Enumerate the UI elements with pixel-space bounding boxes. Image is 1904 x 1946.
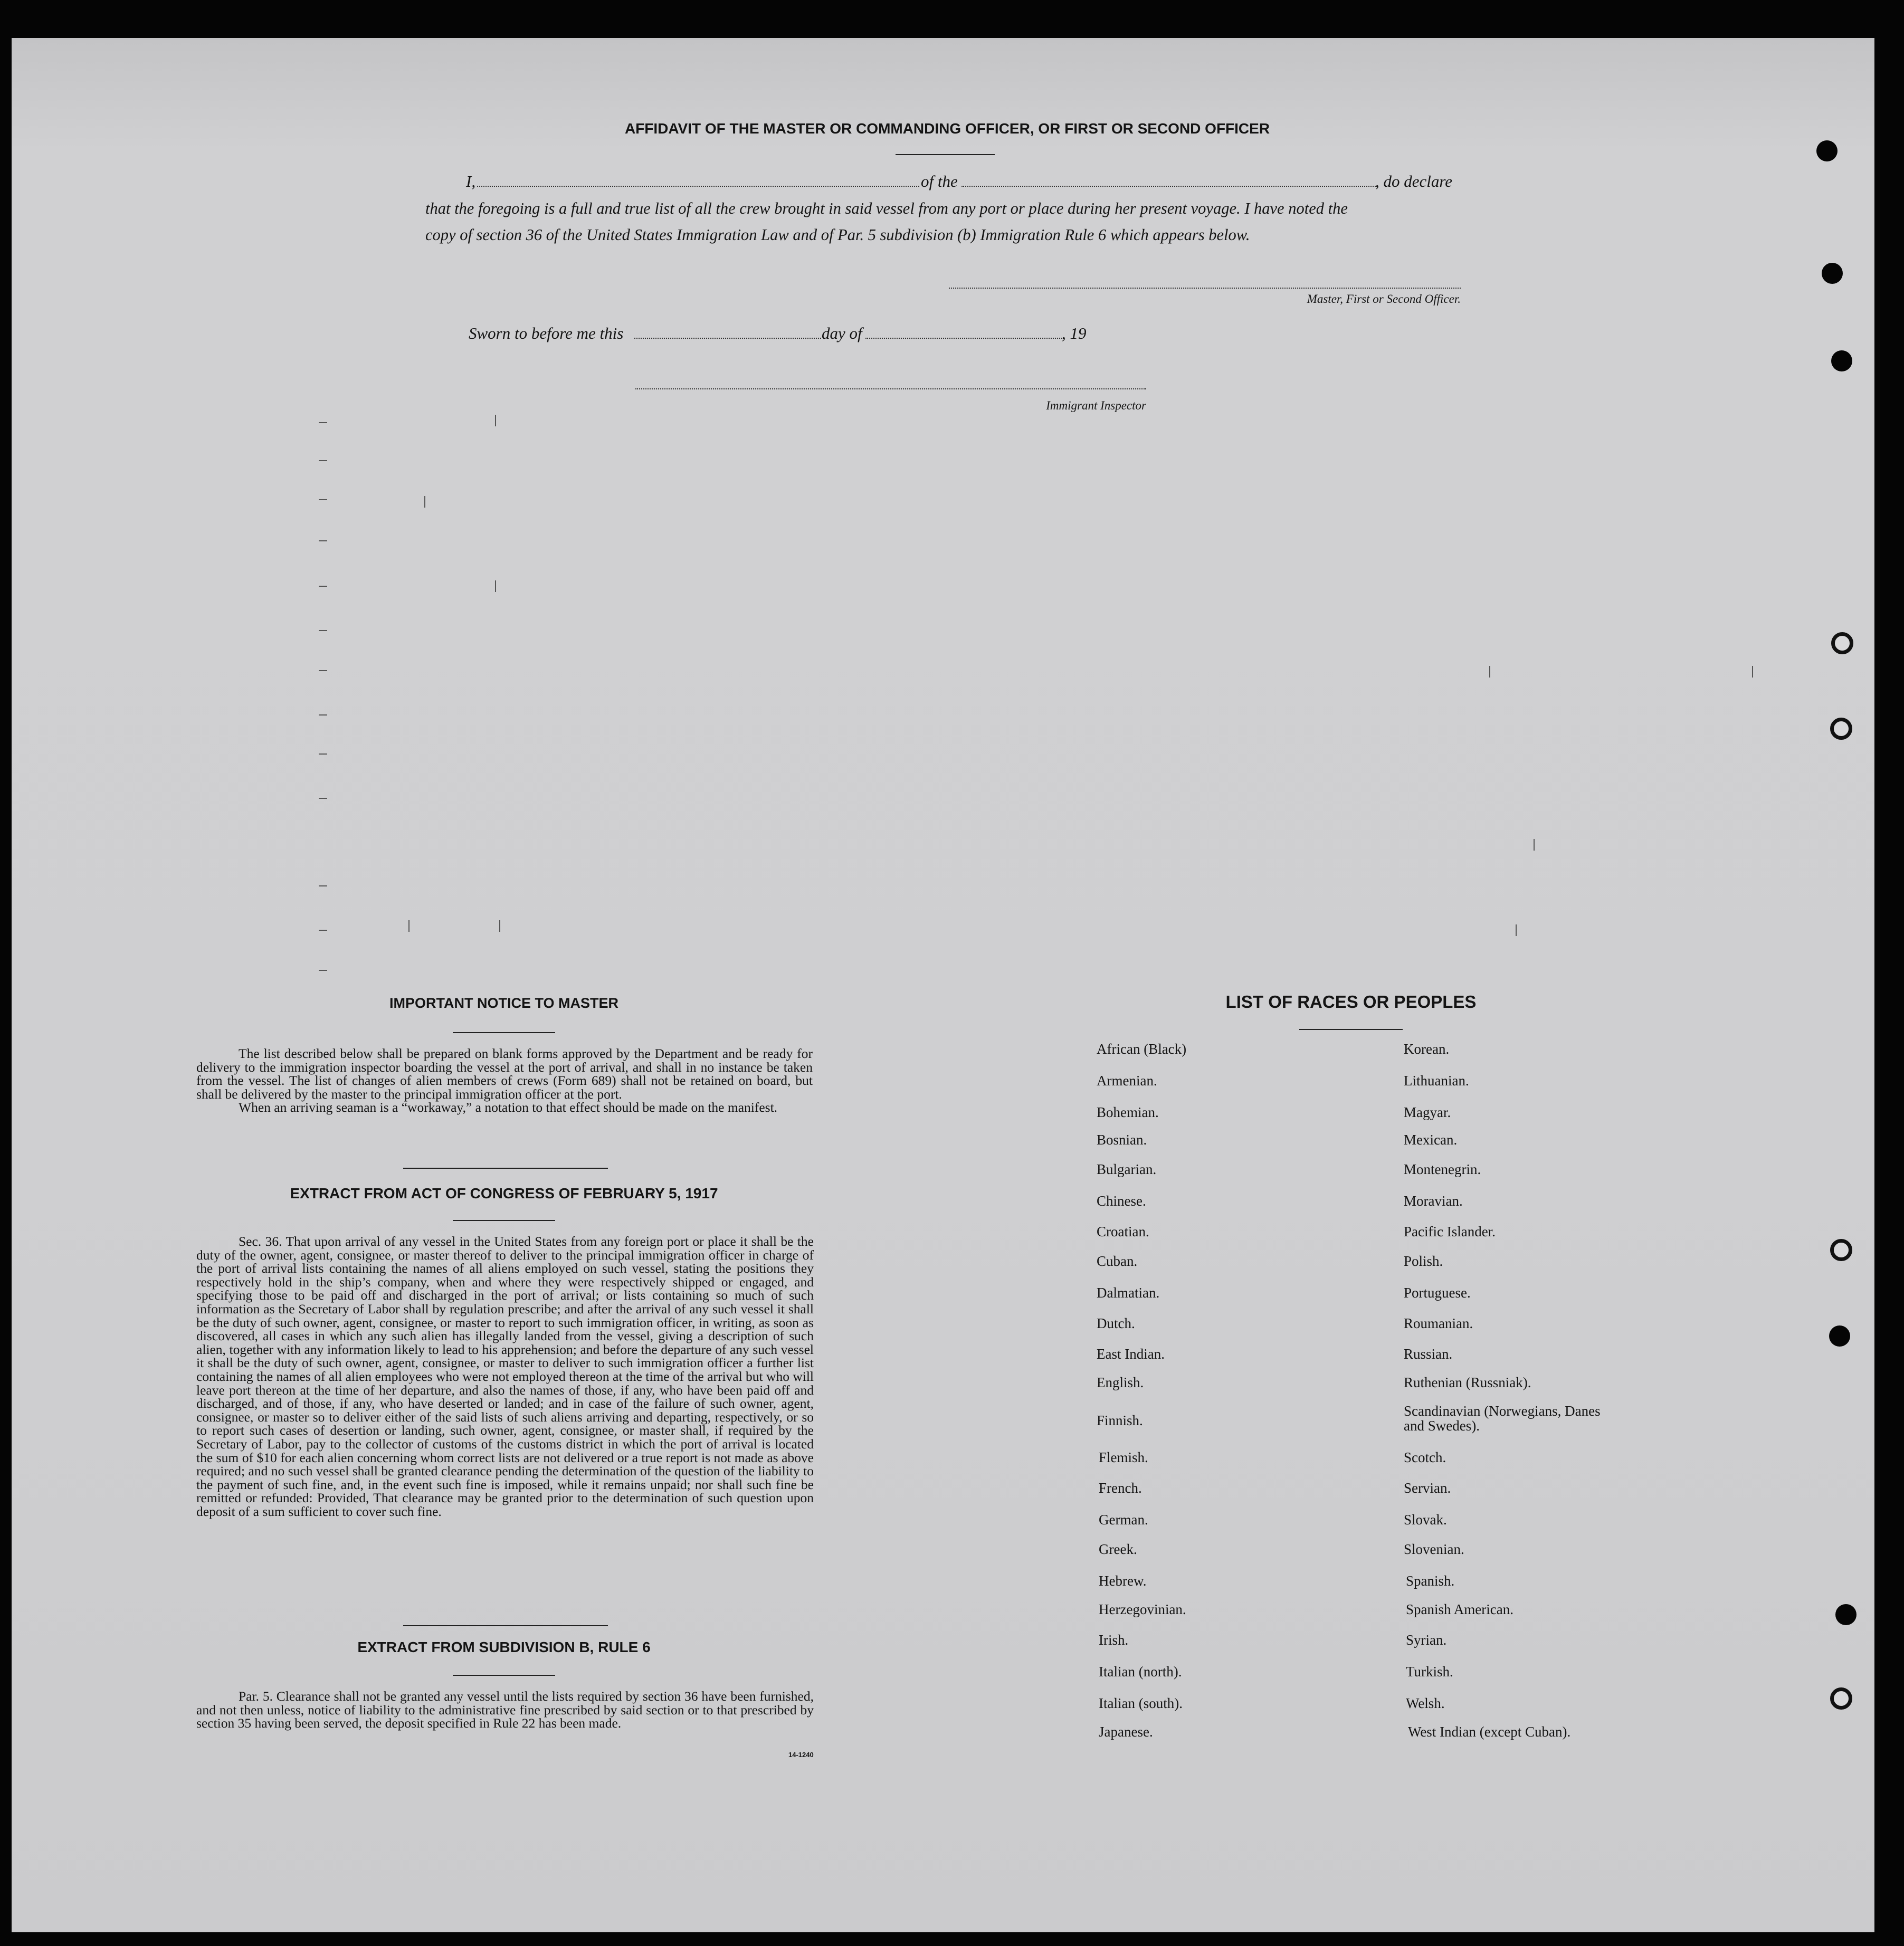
race-item: Spanish. [1406, 1573, 1455, 1589]
race-item: Turkish. [1406, 1664, 1453, 1680]
binder-hole [1822, 263, 1843, 284]
race-item: Bohemian. [1097, 1104, 1159, 1120]
race-item: Lithuanian. [1404, 1073, 1469, 1089]
race-item: Slovak. [1404, 1512, 1447, 1528]
binder-hole [1831, 632, 1853, 654]
faint-mark [319, 930, 327, 931]
rule-extract-title: EXTRACT FROM SUBDIVISION B, RULE 6 [357, 1639, 651, 1655]
affidavit-title: AFFIDAVIT OF THE MASTER OR COMMANDING OFFICER, OR FIRST OR SECOND OFFICER [624, 120, 1270, 137]
inspector-signature-line[interactable] [635, 388, 1146, 389]
race-item: Portuguese. [1404, 1285, 1471, 1301]
notice-title: IMPORTANT NOTICE TO MASTER [389, 995, 618, 1011]
binder-hole [1835, 1604, 1857, 1625]
faint-mark [319, 422, 327, 423]
race-item: Herzegovinian. [1099, 1601, 1186, 1617]
race-item: Spanish American. [1406, 1601, 1513, 1617]
title-underline [896, 154, 995, 155]
race-item: Montenegrin. [1404, 1161, 1481, 1177]
vessel-blank[interactable] [961, 186, 1377, 187]
faint-mark [319, 499, 327, 500]
faint-mark [319, 540, 327, 541]
race-item: Scandinavian (Norwegians, Danes and Swedes). [1404, 1403, 1601, 1434]
race-item: Pacific Islander. [1404, 1224, 1496, 1239]
act-extract-body [196, 1235, 814, 1518]
faint-mark [1534, 839, 1535, 851]
race-item: Scotch. [1404, 1449, 1446, 1465]
race-item: Slovenian. [1404, 1541, 1464, 1557]
race-item: French. [1099, 1480, 1142, 1496]
notice-paragraph-1: The list described below shall be prepared on blank forms approved by the Department and be ready for delivery to the immigration inspector boarding the vessel at the port of arrival, and shall in no instance be taken from the vessel. The list of changes of alien members of crews (Form 689) shall not be retained on board, but shall be delivered by the master to the principal immigration officer at the port. [196, 1046, 813, 1102]
race-item: Finnish. [1097, 1413, 1143, 1428]
race-item: Syrian. [1406, 1632, 1447, 1648]
race-item: Mexican. [1404, 1132, 1458, 1148]
faint-mark [1516, 924, 1517, 936]
affidavit-line3: copy of section 36 of the United States Immigration Law and of Par. 5 subdivision (b) Immigration Rule 6 which appears below. [425, 226, 1250, 244]
inspector-caption: Immigrant Inspector [1046, 399, 1146, 412]
faint-mark [319, 798, 327, 799]
affidavit-line2: that the foregoing is a full and true list of all the crew brought in said vessel from any port or place during her present voyage. I have noted the [425, 199, 1348, 217]
rule-par-5-text: Par. 5. Clearance shall not be granted any vessel until the lists required by section 36 have been furnished, and not then unless, notice of liability to the administrative fine prescribed by said section or to that prescribed by section 35 having been served, the deposit specified in Rule 22 has been made. [196, 1689, 814, 1731]
faint-mark [319, 714, 327, 716]
race-item: African (Black) [1097, 1041, 1187, 1057]
race-item: Irish. [1099, 1632, 1129, 1648]
race-item: Cuban. [1097, 1253, 1138, 1269]
races-title: LIST OF RACES OR PEOPLES [1225, 992, 1477, 1012]
act-title-underline [453, 1220, 555, 1221]
sworn-month-blank[interactable] [865, 338, 1064, 339]
faint-mark [319, 460, 327, 461]
race-item: Servian. [1404, 1480, 1451, 1496]
section-divider [403, 1168, 608, 1169]
race-item: Dutch. [1097, 1315, 1135, 1331]
race-item: Greek. [1099, 1541, 1137, 1557]
faint-mark [319, 630, 327, 631]
binder-hole [1830, 718, 1852, 740]
faint-mark [424, 496, 425, 508]
faint-mark [319, 586, 327, 587]
faint-mark [1489, 666, 1490, 678]
binder-hole [1830, 1239, 1852, 1261]
act-extract-title: EXTRACT FROM ACT OF CONGRESS OF FEBRUARY 5, 1917 [290, 1185, 718, 1201]
race-item: Bulgarian. [1097, 1161, 1157, 1177]
sworn-day-blank[interactable] [634, 338, 821, 339]
faint-mark [319, 753, 327, 755]
sworn-text-end: , 19 [1062, 324, 1087, 342]
race-item: Welsh. [1406, 1695, 1445, 1711]
notice-title-underline [453, 1032, 555, 1033]
race-item: Armenian. [1097, 1073, 1157, 1089]
faint-mark [408, 920, 410, 932]
name-blank[interactable] [477, 186, 919, 187]
race-item: Chinese. [1097, 1193, 1146, 1209]
race-item: Hebrew. [1099, 1573, 1147, 1589]
faint-mark [319, 670, 327, 671]
race-item: English. [1097, 1375, 1144, 1390]
document-sheet [12, 38, 1874, 1932]
race-item: Bosnian. [1097, 1132, 1147, 1148]
sworn-text-mid: day of [822, 324, 862, 342]
race-item: East Indian. [1097, 1346, 1165, 1362]
sworn-text-start: Sworn to before me this [469, 324, 624, 342]
race-item: Ruthenian (Russniak). [1404, 1375, 1531, 1390]
binder-hole [1830, 1687, 1852, 1710]
race-item: Magyar. [1404, 1104, 1451, 1120]
race-item: Korean. [1404, 1041, 1450, 1057]
race-item: Dalmatian. [1097, 1285, 1160, 1301]
race-item: German. [1099, 1512, 1148, 1528]
faint-mark [319, 885, 327, 886]
section-divider [403, 1625, 608, 1626]
race-item: Moravian. [1404, 1193, 1463, 1209]
faint-mark [495, 415, 496, 426]
faint-mark [1752, 666, 1753, 678]
notice-body [196, 1047, 813, 1114]
act-section-36-text: Sec. 36. That upon arrival of any vessel in the United States from any foreign port or place it shall be the duty of the owner, agent, consignee, or master thereof to deliver to the principal immigration officer in charge of the port of arrival lists containing the names of all aliens employed on such vessel, stating the positions they respectively hold in the ship’s company, when and where they were respectively shipped or engaged, and specifying those to be paid off and discharged in the port of arrival; or lists containing so much of such information as the Secretary of Labor shall by regulation prescribe; and after the arrival of any such vessel it shall be the duty of such owner, agent, consignee, or master to report to such immigration officer, in writing, as soon as discovered, all cases in which any such alien has illegally landed from the vessel, giving a description of such alien, together with any information likely to lead to his apprehension; and before the departure of any such vessel it shall be the duty of such owner, agent, consignee, or master to deliver to such immigration officer a further list containing the names of all alien employees who were not employed thereon at the time of the arrival but who will leave port thereon at the time of her departure, and also the names of those, if any, who have been paid off and discharged, and of those, if any, who have deserted or landed; and in case of the failure of such owner, agent, consignee, or master so to deliver either of the said lists of such aliens arriving and departing, respectively, or so to report such cases of desertion or landing, such owner, agent, consignee, or master shall, if required by the Secretary of Labor, pay to the collector of customs of the customs district in which the port of arrival is located the sum of $10 for each alien concerning whom correct lists are not delivered or a true report is not made as above required; and no such vessel shall be granted clearance pending the determination of the question of the liability to the payment of such fine, and, in the event such fine is imposed, while it remains unpaid; nor shall such fine be remitted or refunded: Provided, That clearance may be granted prior to the determination of such question upon deposit of a sum sufficient to cover such fine. [196, 1234, 814, 1519]
faint-mark [499, 920, 500, 932]
binder-hole [1829, 1325, 1850, 1347]
master-signature-line[interactable] [949, 288, 1461, 289]
race-item: Japanese. [1099, 1724, 1153, 1740]
race-item: Flemish. [1099, 1449, 1148, 1465]
faint-mark [319, 970, 327, 971]
binder-hole [1816, 140, 1838, 161]
race-item: Italian (south). [1099, 1695, 1183, 1711]
notice-paragraph-2: When an arriving seaman is a “workaway,” a notation to that effect should be made on the manifest. [239, 1100, 778, 1115]
race-item: Italian (north). [1099, 1664, 1182, 1680]
race-item: Russian. [1404, 1346, 1453, 1362]
affidavit-line1-mid: of the [921, 172, 958, 190]
affidavit-line1-end: , do declare [1375, 172, 1453, 190]
binder-hole [1831, 350, 1852, 371]
rule-title-underline [453, 1675, 555, 1676]
race-item: Polish. [1404, 1253, 1443, 1269]
races-title-underline [1299, 1029, 1403, 1030]
affidavit-line1-start: I, [466, 172, 476, 190]
faint-mark [495, 580, 496, 592]
master-signature-caption: Master, First or Second Officer. [1307, 292, 1461, 306]
rule-extract-body [196, 1690, 814, 1730]
race-item: Roumanian. [1404, 1315, 1473, 1331]
race-item: West Indian (except Cuban). [1408, 1724, 1571, 1740]
race-item: Croatian. [1097, 1224, 1149, 1239]
form-number: 14-1240 [788, 1751, 814, 1759]
